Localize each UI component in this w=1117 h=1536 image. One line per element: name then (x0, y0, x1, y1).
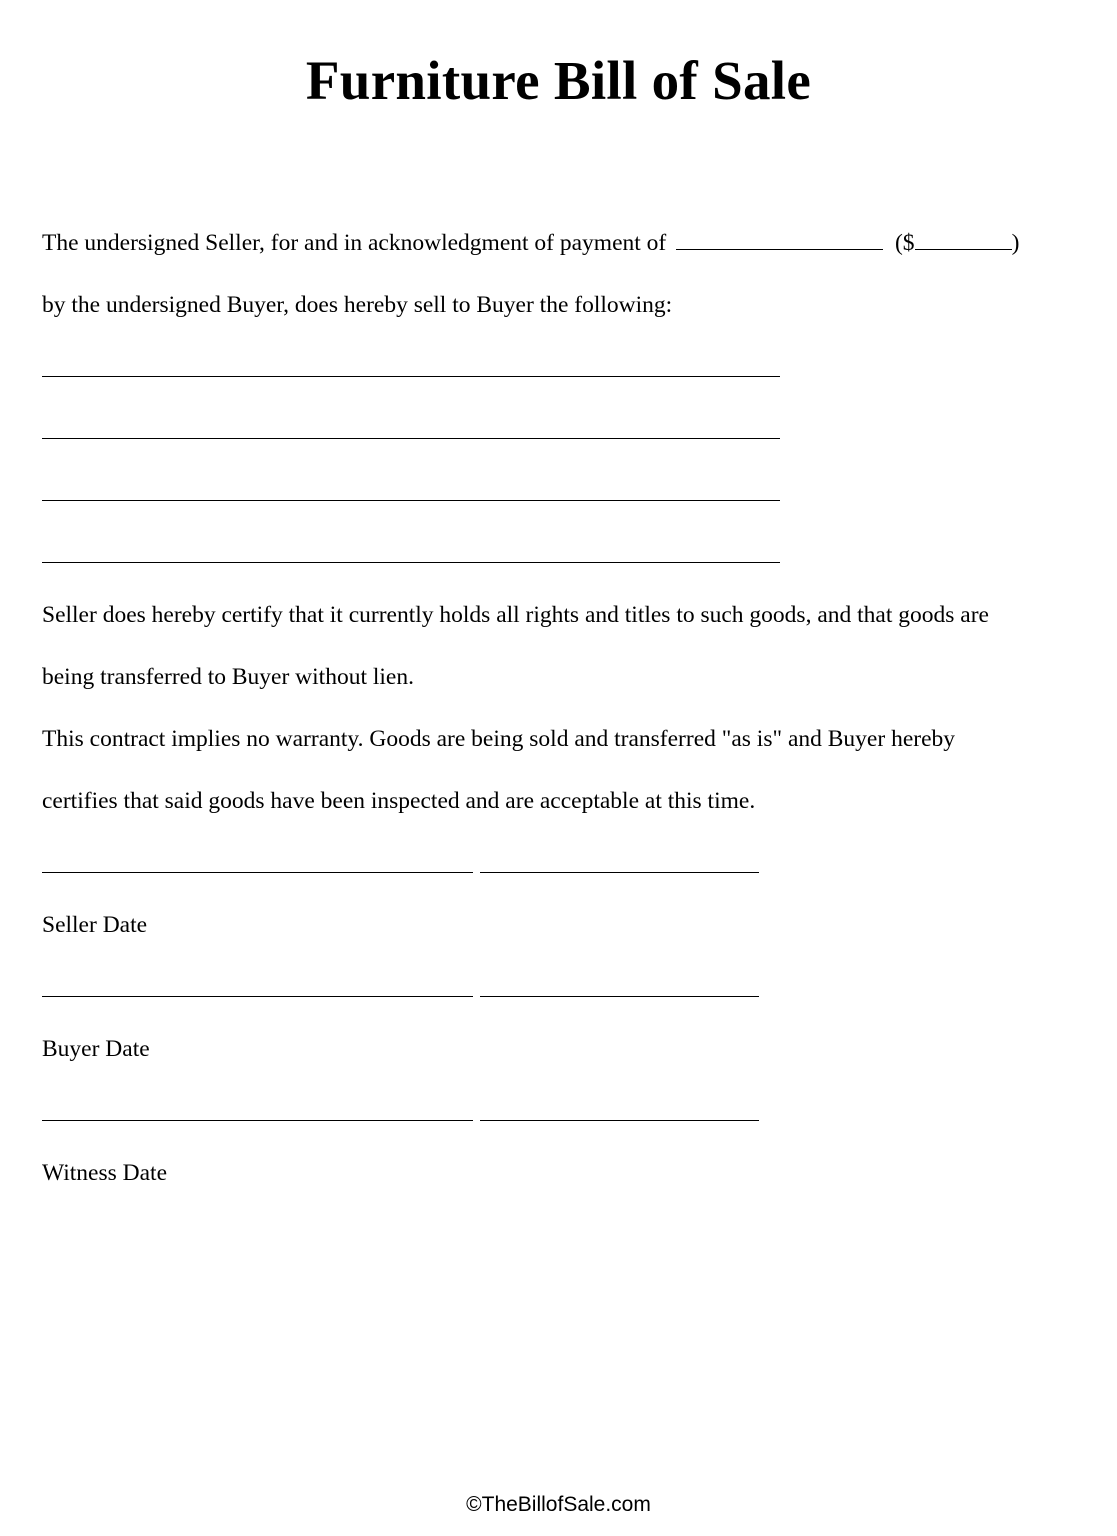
witness-date-field[interactable] (480, 1120, 759, 1121)
certification-line-1: Seller does hereby certify that it currently holds all rights and titles to such goods, and that goods are (42, 602, 989, 628)
payment-amount-number-field[interactable] (915, 248, 1012, 250)
certification-line-2: being transferred to Buyer without lien. (42, 664, 414, 690)
item-description-field-4[interactable] (42, 562, 780, 563)
warranty-line-2: certifies that said goods have been inspected and are acceptable at this time. (42, 788, 756, 814)
footer-copyright: ©TheBillofSale.com (466, 1493, 651, 1516)
item-description-field-2[interactable] (42, 438, 780, 439)
sale-statement-line: by the undersigned Buyer, does hereby sell to Buyer the following: (42, 292, 673, 318)
item-description-field-3[interactable] (42, 500, 780, 501)
witness-date-label: Witness Date (42, 1160, 168, 1186)
payment-line (42, 228, 1019, 258)
seller-date-field[interactable] (480, 872, 759, 873)
buyer-signature-field[interactable] (42, 996, 473, 997)
payment-amount-words-field[interactable] (676, 248, 883, 250)
dollar-open: ($ (894, 230, 915, 256)
dollar-close: ) (1011, 230, 1020, 256)
document-title: Furniture Bill of Sale (305, 50, 812, 111)
buyer-date-field[interactable] (480, 996, 759, 997)
item-description-field-1[interactable] (42, 376, 780, 377)
warranty-line-1: This contract implies no warranty. Goods are being sold and transferred "as is" and Buyer hereby (42, 726, 956, 752)
buyer-date-label: Buyer Date (42, 1036, 150, 1062)
payment-text: The undersigned Seller, for and in acknowledgment of payment of (42, 230, 667, 256)
seller-signature-field[interactable] (42, 872, 473, 873)
seller-date-label: Seller Date (42, 912, 148, 938)
witness-signature-field[interactable] (42, 1120, 473, 1121)
